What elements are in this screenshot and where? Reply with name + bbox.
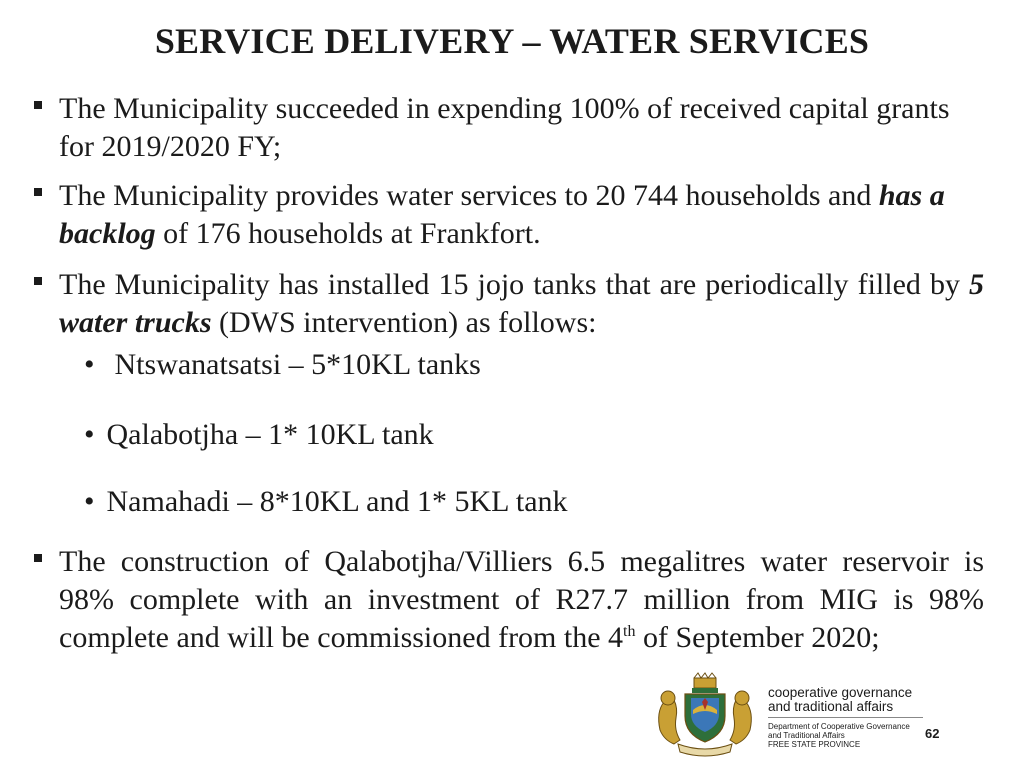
round-bullet-icon: • — [84, 418, 95, 451]
sub-bullet-text: Qalabotjha – 1* 10KL tank — [106, 418, 434, 451]
bullet-text-part: The Municipality has installed 15 jojo tanks that are periodically filled by — [59, 268, 969, 301]
sub-bullet-text: Ntswanatsatsi – 5*10KL tanks — [114, 348, 481, 381]
divider — [768, 717, 923, 718]
sub-bullet-namahadi — [84, 484, 568, 520]
bullet-water-services — [34, 177, 984, 253]
square-bullet-icon — [34, 277, 42, 285]
slide-title: SERVICE DELIVERY – WATER SERVICES — [154, 21, 870, 61]
bullet-text: The Municipality succeeded in expending 100% of received capital grants for 2019/2020 FY; — [59, 92, 950, 163]
sub-bullet-ntswanatsatsi — [84, 347, 481, 383]
dept-line-1: cooperative governance — [768, 685, 913, 700]
bullet-emphasis: has a backlog — [59, 179, 945, 250]
bullet-capital-grants — [34, 90, 984, 166]
bullet-text-part: of 176 households at Frankfort. — [155, 217, 541, 250]
dept-small-3: FREE STATE PROVINCE — [768, 740, 861, 749]
square-bullet-icon — [34, 188, 42, 196]
bullet-text — [59, 266, 984, 342]
bullet-text — [59, 177, 984, 253]
square-bullet-icon — [34, 101, 42, 109]
sub-bullet-text: Namahadi – 8*10KL and 1* 5KL tank — [106, 485, 568, 518]
dept-small-1: Department of Cooperative Governance — [768, 722, 910, 731]
round-bullet-icon: • — [84, 485, 95, 518]
dept-small-2: and Traditional Affairs — [768, 731, 845, 740]
superscript: th — [623, 623, 636, 640]
department-name — [768, 686, 923, 749]
page-number: 62 — [925, 726, 940, 741]
bullet-text — [59, 543, 984, 657]
bullet-text-part: (DWS intervention) as follows: — [211, 306, 597, 339]
bullet-emphasis: 5 water trucks — [59, 268, 984, 339]
bullet-text-part: The Municipality provides water services to 20 744 households and — [59, 179, 879, 212]
square-bullet-icon — [34, 554, 42, 562]
sub-bullet-qalabotjha — [84, 417, 434, 453]
footer-logo — [650, 672, 960, 762]
dept-line-2: and traditional affairs — [768, 699, 894, 714]
bullet-text-part: of September 2020; — [635, 621, 880, 654]
bullet-reservoir — [34, 543, 984, 657]
bullet-jojo-tanks — [34, 266, 984, 342]
round-bullet-icon: • — [84, 348, 95, 381]
coat-of-arms-icon — [650, 672, 760, 758]
bullet-text-part: The construction of Qalabotjha/Villiers 6.5 megalitres water reservoir is 98% complete with an investment of R27.7 million from MIG is 98% complete and will be commissioned from the 4 — [59, 545, 984, 654]
